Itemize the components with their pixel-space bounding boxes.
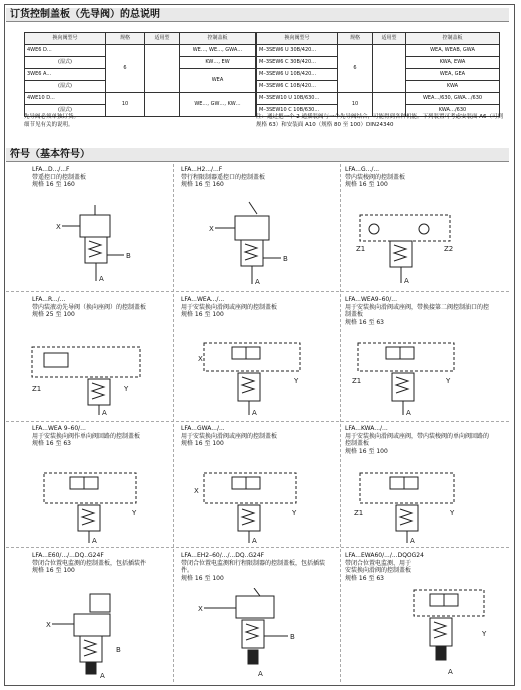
table-row [25,45,256,57]
svg-text:Y: Y [482,630,487,638]
svg-text:X: X [194,487,199,495]
symbol-size: 规格 16 至 100 [345,181,388,189]
ctrl-cell: WEA, GEA [406,69,500,81]
symbol-cell [32,296,180,319]
symbol-size: 规格 16 至 63 [345,318,384,326]
symbol-code: LFA...GWA.../... [181,425,225,432]
svg-text:Y: Y [294,377,299,385]
symbol-size: 规格 16 至 100 [181,574,224,582]
type-cell [145,45,180,93]
model-cell: (湿式) [25,81,106,93]
table-header-row [25,33,256,45]
symbol-code: LFA...KWA.../... [345,425,388,432]
symbol-cell [181,425,329,448]
symbol-cell [32,166,180,189]
svg-text:X: X [198,355,203,363]
model-cell: 4WE6 D... [25,45,106,57]
ctrl-cell: WE…, WE…, GWA… [180,45,256,57]
svg-text:B: B [283,255,288,263]
svg-text:A: A [99,275,104,283]
size-cell: 10 [338,93,373,117]
model-cell: M–3SEW6 C 30B/420... [257,57,338,69]
col-header: 适用型 [145,33,180,45]
right-valve-table [256,32,500,117]
svg-text:A: A [448,668,453,676]
hydraulic-schematic-icon [36,465,146,545]
svg-text:Z2: Z2 [444,245,454,253]
symbol-size: 规格 16 至 100 [181,311,224,319]
svg-text:Z1: Z1 [352,377,362,385]
symbol-size: 规格 16 至 100 [181,440,224,448]
svg-text:A: A [100,672,105,680]
grid-divider [173,164,174,682]
symbol-desc: 带内装梭阀的控制盖板 [345,173,406,181]
symbol-code: LFA...EH2–60/.../...DQ..G24F [181,552,265,559]
symbol-cell [32,552,180,575]
model-cell: M–3SEW10 U 10B/630... [257,93,338,105]
size-cell: 10 [106,93,145,117]
svg-text:Y: Y [132,509,137,517]
svg-text:Z1: Z1 [32,385,42,393]
grid-divider [6,291,509,292]
svg-text:Y: Y [124,385,129,393]
svg-text:X: X [198,605,203,613]
ctrl-cell: WEA…/630, GWA…/630 [406,93,500,105]
symbol-code: LFA...H2.../...F [181,166,223,173]
table-row [25,93,256,105]
hydraulic-schematic-icon [196,588,316,680]
symbol-cell [181,296,329,319]
svg-text:X: X [46,621,51,629]
symbol-desc: 用于安装换向滑阀或座阀的控制盖板 [181,432,278,440]
symbol-desc: 用于安装换向滑阀或座阀的控制盖板 [181,303,278,311]
symbol-size: 规格 25 至 100 [32,311,75,319]
type-cell [373,45,406,93]
svg-text:B: B [126,252,131,260]
col-header: 控制盖板 [180,33,256,45]
symbol-size: 规格 16 至 100 [32,567,75,575]
table-header-row [257,33,500,45]
hydraulic-schematic-icon [44,590,144,680]
symbol-size: 规格 16 至 160 [32,181,75,189]
symbol-code: LFA...R.../... [32,296,66,303]
col-header: 换向阀型号 [257,33,338,45]
model-cell: 3WE6 A... [25,69,106,81]
svg-text:Z1: Z1 [356,245,366,253]
section-title-ordering: 订货控制盖板（先导阀）的总说明 [6,8,509,22]
symbol-cell [181,166,329,189]
symbol-cell [345,166,493,189]
svg-text:A: A [252,409,257,417]
symbol-code: LFA...G.../... [345,166,380,173]
ctrl-cell: KWA, EWA [406,57,500,69]
col-header: 规格 [106,33,145,45]
hydraulic-schematic-icon [352,465,464,545]
table-row [257,93,500,105]
svg-text:A: A [406,409,411,417]
symbol-cell [345,552,424,582]
ctrl-cell: KWA [406,81,500,93]
symbol-size: 规格 16 至 63 [32,440,71,448]
grid-divider [6,421,509,422]
symbol-code: LFA...E60/.../...DQ..G24F [32,552,104,559]
hydraulic-schematic-icon [205,200,305,288]
symbol-desc: 带行程限制器遥控口的控制盖板 [181,173,266,181]
hydraulic-schematic-icon [190,465,310,545]
symbol-cell [345,296,493,326]
svg-text:A: A [102,409,107,417]
svg-text:Y: Y [446,377,451,385]
svg-text:A: A [404,277,409,285]
svg-text:A: A [410,537,415,545]
section-title-symbols: 符号（基本符号） [6,148,509,162]
svg-text:Y: Y [450,509,455,517]
symbol-desc: 带遥控口的控制盖板 [32,173,87,181]
size-cell: 6 [338,45,373,93]
symbol-code: LFA...WEA.../... [181,296,225,303]
table-row [257,45,500,57]
col-header: 规格 [338,33,373,45]
symbol-cell [345,425,493,455]
symbol-size: 规格 16 至 100 [345,447,388,455]
type-cell [373,93,406,117]
hydraulic-schematic-icon [354,205,459,285]
col-header: 换向阀型号 [25,33,106,45]
symbol-desc: 用于安装换向滑阀或座阀，带换接第二阀控制油口的控制盖板 [345,303,490,319]
col-header: 控制盖板 [406,33,500,45]
symbol-code: LFA...WEA 9–60/... [32,425,86,432]
svg-text:X: X [56,223,61,231]
size-cell: 6 [106,45,145,93]
symbol-size: 规格 16 至 160 [181,181,224,189]
model-cell: M–3SEW10 C 10B/630... [257,105,338,117]
svg-text:X: X [209,225,214,233]
symbol-cell [32,425,180,448]
svg-text:A: A [258,670,263,678]
ctrl-cell: KW…, EW [180,57,256,69]
svg-text:Z1: Z1 [354,509,364,517]
symbol-cell [181,552,329,582]
hydraulic-schematic-icon [52,205,142,285]
ctrl-cell: WE…, GW…, KW… [180,93,256,117]
col-header: 适用型 [373,33,406,45]
symbol-code: LFA...EWA60/.../...DQOG24 [345,552,424,559]
ctrl-cell: KWA…/630 [406,105,500,117]
ctrl-cell: WEA [180,69,256,93]
svg-text:A: A [252,537,257,545]
model-cell: M–3SEW6 U 10B/420... [257,69,338,81]
grid-divider [6,547,509,548]
model-cell: M–3SEW6 U 30B/420... [257,45,338,57]
symbol-desc: 用于安装换向滑阀或座阀，带内装梭阀的单向阀回路的控制盖板 [345,432,490,448]
symbol-desc: 带闭合位置电监测、用于安装换向滑阀的控制盖板 [345,559,412,575]
symbol-desc: 带内装液动先导阀（换向座阀）的控制盖板 [32,303,147,311]
hydraulic-schematic-icon [28,335,148,417]
symbol-size: 规格 16 至 63 [345,574,384,582]
svg-text:A: A [92,537,97,545]
svg-text:B: B [116,646,121,654]
grid-divider [340,164,341,682]
symbol-desc: 用于安装换向阀作单向阀回路的控制盖板 [32,432,141,440]
left-note: 先导阀必须单独订货。 细节见有关的说明。 [24,114,80,128]
hydraulic-schematic-icon [410,584,492,680]
hydraulic-schematic-icon [350,333,465,417]
hydraulic-schematic-icon [194,333,314,417]
right-note: 注：通过把一个 2 通插装阀与一个先导阀结合，可能得到各种机能。下列装置可考虑安装面 A6（可到规格 63）和安装面 A10（规格 80 至 100）DIN24340 [256,114,504,128]
model-cell: M–3SEW6 C 10B/420... [257,81,338,93]
svg-text:Y: Y [292,509,297,517]
svg-text:B: B [290,633,295,641]
type-cell [145,93,180,117]
left-valve-table [24,32,256,117]
symbol-code: LFA...WEA9–60/... [345,296,397,303]
model-cell: (湿式) [25,105,106,117]
symbol-desc: 带闭合位置电监测的控制盖板，包括插装件 [32,559,147,567]
ctrl-cell: WEA, WEAB, GWA [406,45,500,57]
model-cell: 4WE10 D... [25,93,106,105]
model-cell: (湿式) [25,57,106,69]
svg-text:A: A [255,278,260,286]
symbol-code: LFA...D.../...F [32,166,70,173]
symbol-desc: 带闭合位置电监测和行程限制器的控制盖板，包括插装件。 [181,559,326,575]
